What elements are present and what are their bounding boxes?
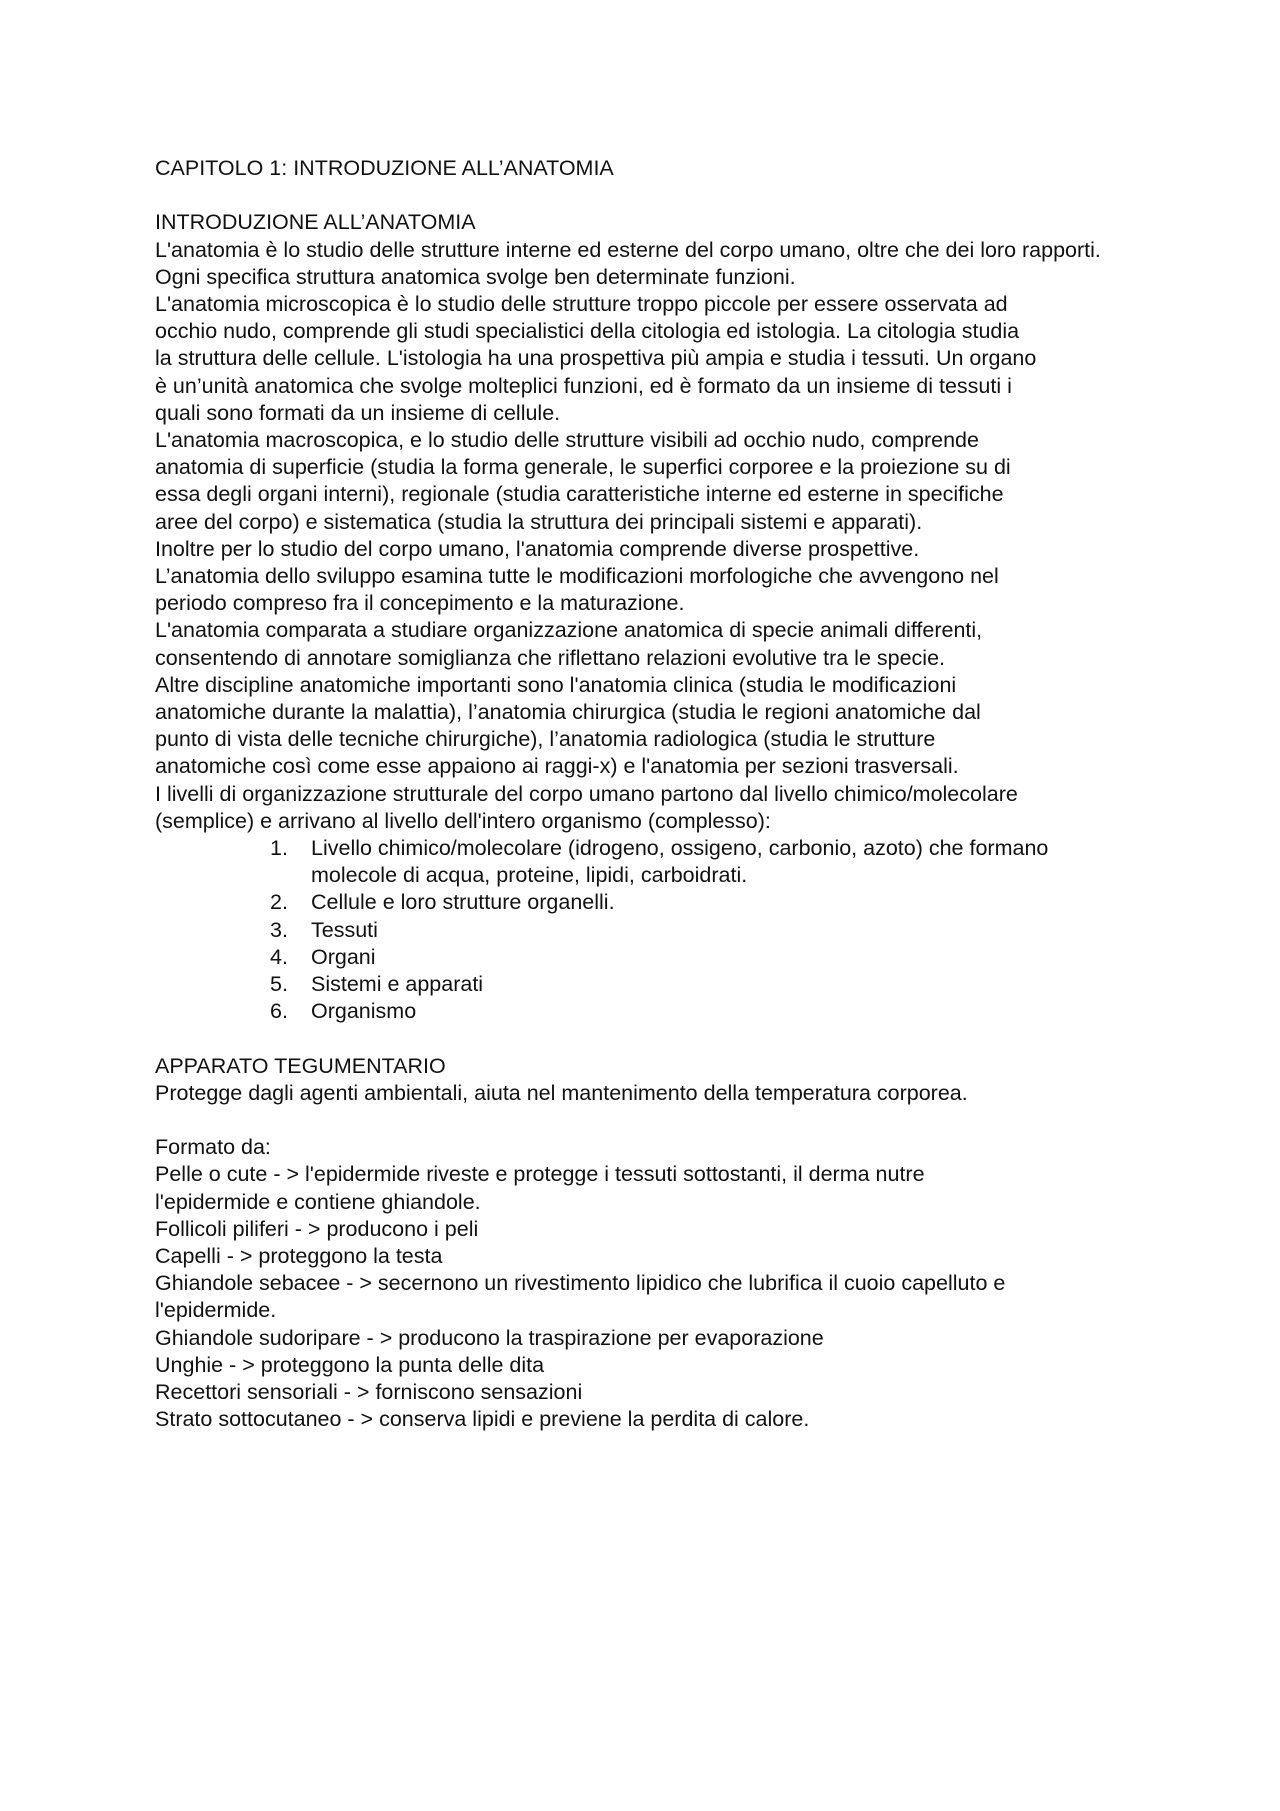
- tegumentario-description: Protegge dagli agenti ambientali, aiuta nel mantenimento della temperatura corporea.: [155, 1080, 968, 1105]
- tegumentario-line: Unghie - > proteggono la punta delle dita: [155, 1352, 545, 1377]
- intro-line: L'anatomia comparata a studiare organizzazione anatomica di specie animali differenti,: [155, 618, 983, 643]
- tegumentario-line: l'epidermide.: [155, 1298, 277, 1323]
- intro-line: anatomia di superficie (studia la forma generale, le superfici corporee e la proiezione su di: [155, 455, 1011, 480]
- intro-line: Inoltre per lo studio del corpo umano, l'anatomia comprende diverse prospettive.: [155, 536, 920, 561]
- list-item: [155, 944, 1235, 971]
- tegumentario-line: Ghiandole sudoripare - > producono la traspirazione per evaporazione: [155, 1325, 824, 1350]
- intro-line: è un’unità anatomica che svolge molteplici funzioni, ed è formato da un insieme di tessuti i: [155, 373, 1012, 398]
- intro-line: L'anatomia microscopica è lo studio delle strutture troppo piccole per essere osservata ad: [155, 292, 1008, 316]
- intro-line: la struttura delle cellule. L'istologia ha una prospettiva più ampia e studia i tessuti. Un organo: [155, 346, 1037, 371]
- intro-line: L'anatomia macroscopica, e lo studio delle strutture visibili ad occhio nudo, comprende: [155, 428, 979, 453]
- list-item-text: Livello chimico/molecolare (idrogeno, ossigeno, carbonio, azoto) che formano: [311, 836, 1049, 861]
- list-item: [155, 889, 1235, 916]
- tegumentario-line: l'epidermide e contiene ghiandole.: [155, 1189, 481, 1214]
- intro-line: punto di vista delle tecniche chirurgiche), l’anatomia radiologica (studia le strutture: [155, 727, 936, 752]
- tegumentario-line: Follicoli piliferi - > producono i peli: [155, 1216, 479, 1241]
- intro-line: anatomiche durante la malattia), l’anatomia chirurgica (studia le regioni anatomiche dal: [155, 700, 981, 725]
- tegumentario-line: Ghiandole sebacee - > secernono un rivestimento lipidico che lubrifica il cuoio capelluto e: [155, 1271, 1006, 1296]
- list-item: [155, 835, 1235, 889]
- list-item-text: molecole di acqua, proteine, lipidi, carboidrati.: [311, 863, 748, 888]
- intro-heading: INTRODUZIONE ALL’ANATOMIA: [155, 210, 476, 235]
- intro-line: anatomiche così come esse appaiono ai raggi-x) e l'anatomia per sezioni trasversali.: [155, 754, 959, 779]
- blank-line: [155, 182, 1235, 209]
- intro-line: L'anatomia è lo studio delle strutture interne ed esterne del corpo umano, oltre che dei loro rapporti.: [155, 237, 1101, 262]
- intro-line: Ogni specifica struttura anatomica svolge ben determinate funzioni.: [155, 264, 796, 289]
- intro-line: quali sono formati da un insieme di cellule.: [155, 400, 561, 425]
- list-item-text: Organi: [311, 944, 376, 969]
- formato-label: Formato da:: [155, 1135, 271, 1160]
- list-item: [155, 917, 1235, 944]
- list-item-number: 5.: [270, 972, 288, 997]
- tegumentario-line: Recettori sensoriali - > forniscono sensazioni: [155, 1380, 583, 1405]
- intro-line: (semplice) e arrivano al livello dell'intero organismo (complesso):: [155, 808, 771, 833]
- blank-line: [155, 1107, 1235, 1134]
- list-item-number: 6.: [270, 999, 288, 1024]
- list-item-number: 3.: [270, 917, 288, 942]
- intro-line: I livelli di organizzazione strutturale del corpo umano partono dal livello chimico/molecolare: [155, 781, 1018, 806]
- organization-levels-list: [155, 835, 1235, 1025]
- tegumentario-section: [155, 1053, 1235, 1434]
- list-item: [155, 971, 1235, 998]
- list-item-number: 4.: [270, 944, 288, 969]
- intro-line: consentendo di annotare somiglianza che riflettano relazioni evolutive tra le specie.: [155, 645, 945, 670]
- document-page: [155, 155, 1235, 1434]
- intro-section: [155, 209, 1235, 1025]
- list-item-number: 2.: [270, 890, 288, 915]
- intro-line: Altre discipline anatomiche importanti sono l'anatomia clinica (studia le modificazioni: [155, 672, 957, 697]
- list-item-text: Tessuti: [311, 917, 378, 942]
- tegumentario-line: Pelle o cute - > l'epidermide riveste e protegge i tessuti sottostanti, il derma nutre: [155, 1162, 925, 1187]
- list-item-number: 1.: [270, 836, 288, 861]
- intro-line: occhio nudo, comprende gli studi specialistici della citologia ed istologia. La citologia studia: [155, 319, 1020, 344]
- tegumentario-line: Strato sottocutaneo - > conserva lipidi e previene la perdita di calore.: [155, 1407, 810, 1432]
- chapter-title: CAPITOLO 1: INTRODUZIONE ALL’ANATOMIA: [155, 156, 614, 180]
- list-item-text: Sistemi e apparati: [311, 972, 484, 997]
- list-item-text: Organismo: [311, 999, 417, 1024]
- intro-line: aree del corpo) e sistematica (studia la struttura dei principali sistemi e apparati).: [155, 509, 923, 534]
- intro-line: essa degli organi interni), regionale (studia caratteristiche interne ed esterne in specifiche: [155, 482, 1004, 507]
- tegumentario-heading: APPARATO TEGUMENTARIO: [155, 1053, 446, 1078]
- intro-line: L’anatomia dello sviluppo esamina tutte le modificazioni morfologiche che avvengono nel: [155, 564, 999, 589]
- intro-line: periodo compreso fra il concepimento e la maturazione.: [155, 591, 685, 616]
- tegumentario-line: Capelli - > proteggono la testa: [155, 1244, 443, 1269]
- blank-line: [155, 1025, 1235, 1052]
- list-item-text: Cellule e loro strutture organelli.: [311, 890, 615, 915]
- list-item: [155, 998, 1235, 1025]
